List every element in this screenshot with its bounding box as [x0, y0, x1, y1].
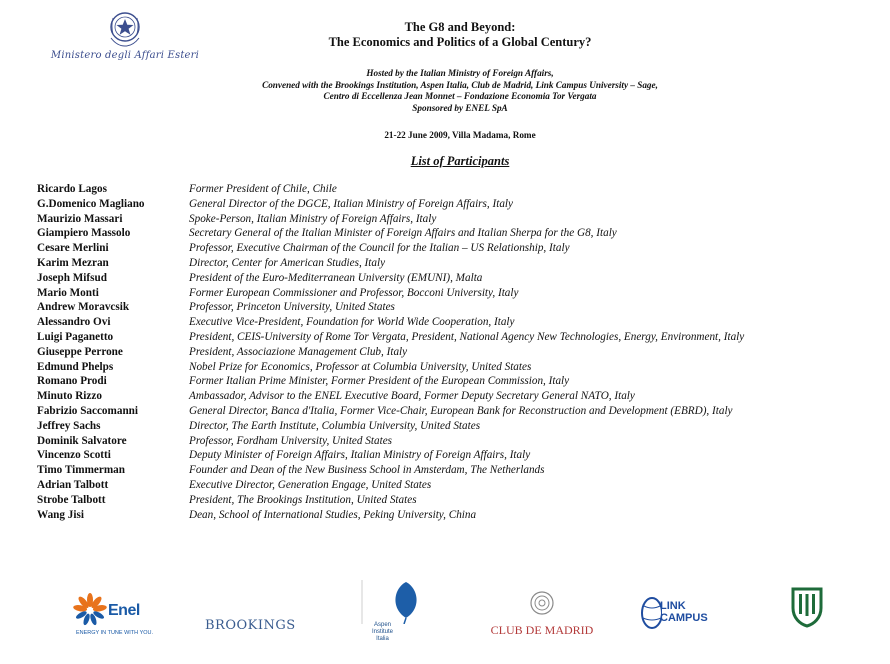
participant-row [37, 478, 882, 493]
participant-row [37, 419, 882, 434]
participant-name: Giampiero Massolo [37, 227, 131, 240]
participant-name: Ricardo Lagos [37, 183, 107, 195]
club-de-madrid-logo [487, 590, 597, 648]
hosted-line: Centro di Eccellenza Jean Monnet – Fondazione Economia Tor Vergata [323, 91, 597, 102]
ministry-name: Ministero degli Affari Esteri [50, 50, 200, 61]
brookings-logo: BROOKINGS [205, 618, 296, 633]
participant-row [37, 330, 882, 345]
aspen-line: Italia [376, 636, 389, 642]
participant-name: Timo Timmerman [37, 464, 125, 477]
participant-row [37, 241, 882, 256]
italian-emblem-icon [107, 8, 143, 48]
participant-role: Director, The Earth Institute, Columbia University, United States [189, 419, 481, 432]
participant-row [37, 345, 882, 360]
participant-row [37, 508, 882, 523]
participant-row [37, 404, 882, 419]
participant-name: Fabrizio Saccomanni [37, 404, 138, 417]
participant-name: Luigi Paganetto [37, 330, 114, 343]
participant-role: President of the Euro-Mediterranean University (EMUNI), Malta [189, 271, 483, 284]
participant-name: Adrian Talbott [37, 478, 109, 491]
participant-name: Maurizio Massari [37, 212, 123, 225]
participant-row [37, 197, 882, 212]
list-title: List of Participants [410, 154, 510, 168]
participant-row [37, 360, 882, 375]
link-campus-globe-icon [640, 596, 662, 630]
shield-icon [790, 586, 824, 628]
participant-name: G.Domenico Magliano [37, 197, 145, 210]
participant-row [37, 434, 882, 449]
participant-name: Wang Jisi [37, 508, 84, 521]
sponsor-logos [0, 578, 890, 658]
participant-role: Former Italian Prime Minister, Former President of the European Commission, Italy [189, 375, 570, 388]
participant-role: Former European Commissioner and Professor, Bocconi University, Italy [189, 286, 519, 299]
participant-role: Ambassador, Advisor to the ENEL Executive Board, Former Deputy Secretary General NATO, Italy [189, 390, 635, 403]
participant-row [37, 300, 882, 315]
document-title [250, 20, 670, 50]
enel-flower-icon [72, 592, 108, 626]
tor-vergata-logo [790, 586, 824, 633]
participant-name: Edmund Phelps [37, 360, 114, 373]
title-line-2: The Economics and Politics of a Global Century? [328, 35, 592, 49]
participant-name: Andrew Moravcsik [37, 301, 130, 314]
participant-role: Founder and Dean of the New Business School in Amsterdam, The Netherlands [189, 464, 545, 477]
participant-role: Professor, Princeton University, United States [189, 301, 395, 314]
hosted-line: Hosted by the Italian Ministry of Foreign Affairs, [366, 68, 554, 78]
link-line: CAMPUS [660, 612, 708, 624]
participant-role: General Director, Banca d'Italia, Former Vice-Chair, European Bank for Reconstruction and Development (EBRD), Italy [189, 404, 733, 417]
participant-row [37, 256, 882, 271]
participant-row [37, 271, 882, 286]
participant-name: Joseph Mifsud [37, 271, 107, 284]
ministry-logo [50, 8, 200, 70]
participant-role: President, CEIS-University of Rome Tor Vergata, President, National Agency New Technologies, Energy, Environment, Italy [189, 330, 745, 343]
participant-name: Strobe Talbott [37, 493, 106, 506]
club-de-madrid-wordmark: CLUB DE MADRID [490, 623, 594, 637]
participant-role: Secretary General of the Italian Minister of Foreign Affairs and Italian Sherpa for the G8, Italy [189, 227, 617, 240]
participant-role: Dean, School of International Studies, Peking University, China [189, 508, 477, 521]
enel-wordmark: Enel [108, 602, 140, 619]
participant-row [37, 286, 882, 301]
participant-role: Executive Vice-President, Foundation for World Wide Cooperation, Italy [189, 316, 515, 329]
aspen-line: Institute [372, 629, 394, 635]
participant-name: Cesare Merlini [37, 242, 109, 255]
participant-name: Jeffrey Sachs [37, 419, 101, 432]
title-line-1: The G8 and Beyond: [404, 20, 516, 34]
participant-name: Vincenzo Scotti [37, 449, 111, 462]
participant-row [37, 389, 882, 404]
enel-tagline: ENERGY IN TUNE WITH YOU. [76, 630, 154, 636]
participant-role: Deputy Minister of Foreign Affairs, Italian Ministry of Foreign Affairs, Italy [189, 449, 531, 462]
participant-role: Professor, Executive Chairman of the Council for the Italian – US Relationship, Italy [189, 242, 570, 255]
participant-row [37, 374, 882, 389]
hosted-line: Convened with the Brookings Institution, Aspen Italia, Club de Madrid, Link Campus University – Sage, [262, 79, 658, 90]
participant-name: Karim Mezran [37, 256, 109, 269]
participant-role: Executive Director, Generation Engage, United States [189, 478, 432, 491]
aspen-leaf-icon [360, 578, 450, 624]
aspen-line: Aspen [374, 622, 392, 628]
participant-name: Dominik Salvatore [37, 434, 127, 447]
link-line: LINK [660, 600, 686, 612]
participant-role: Spoke-Person, Italian Ministry of Foreign Affairs, Italy [189, 212, 437, 225]
participant-role: Former President of Chile, Chile [189, 183, 337, 195]
participant-name: Mario Monti [37, 286, 99, 299]
participant-row [37, 463, 882, 478]
hosted-line: Sponsored by ENEL SpA [412, 102, 508, 113]
hosted-by-block [180, 68, 740, 114]
participant-name: Minuto Rizzo [37, 390, 102, 403]
link-campus-logo [640, 594, 740, 638]
participant-row [37, 493, 882, 508]
participant-role: Professor, Fordham University, United States [189, 434, 393, 447]
participant-row [37, 182, 882, 197]
participant-name: Romano Prodi [37, 375, 107, 388]
participant-row [37, 226, 882, 241]
participant-role: Director, Center for American Studies, Italy [189, 256, 386, 269]
participant-row [37, 315, 882, 330]
link-campus-wordmark [660, 600, 708, 624]
aspen-logo [360, 578, 450, 648]
participant-name: Giuseppe Perrone [37, 345, 123, 358]
aspen-text [372, 622, 393, 643]
club-de-madrid-emblem-icon [526, 590, 558, 616]
participant-role: President, The Brookings Institution, United States [189, 493, 417, 506]
participant-row [37, 212, 882, 227]
enel-logo [72, 592, 162, 642]
participant-row [37, 448, 882, 463]
participant-name: Alessandro Ovi [37, 316, 111, 329]
participants-list [37, 182, 882, 522]
participant-role: Nobel Prize for Economics, Professor at Columbia University, United States [189, 360, 532, 373]
participant-role: General Director of the DGCE, Italian Ministry of Foreign Affairs, Italy [189, 197, 513, 210]
date-location: 21-22 June 2009, Villa Madama, Rome [384, 130, 536, 140]
participant-role: President, Associazione Management Club, Italy [189, 345, 408, 358]
